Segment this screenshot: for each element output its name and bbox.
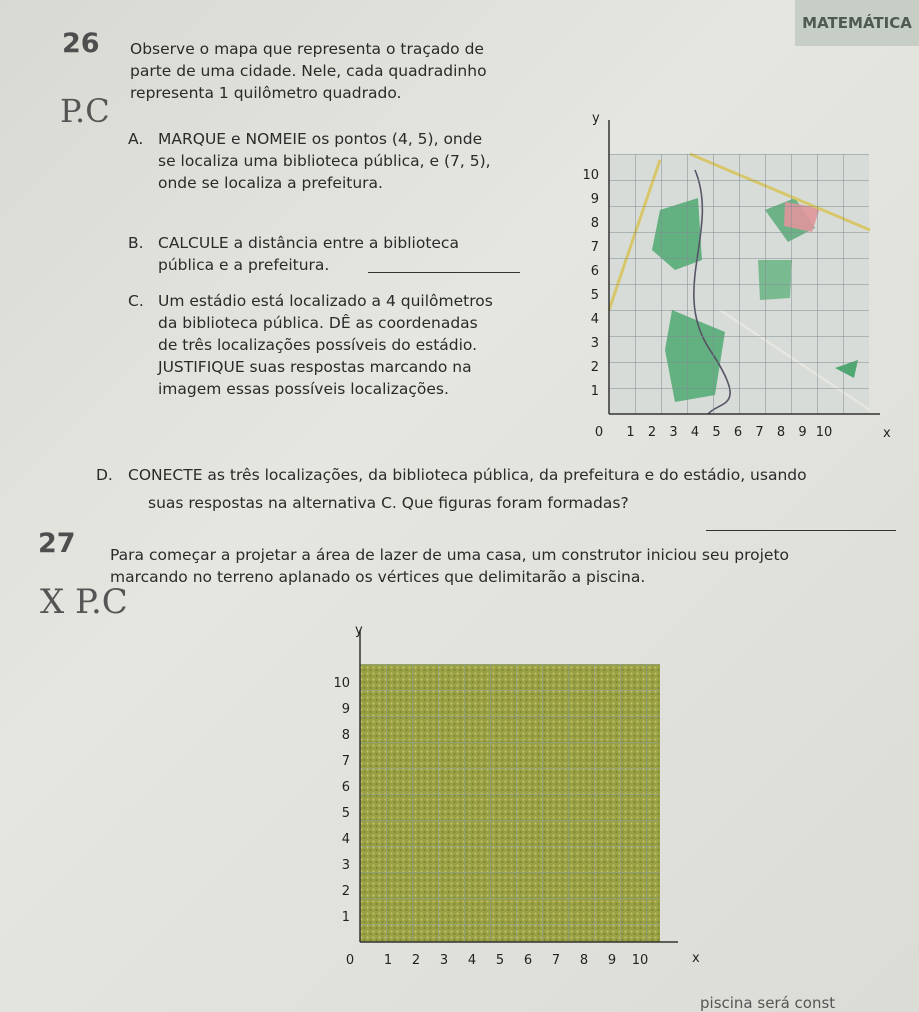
grid-x-tick: 1	[383, 953, 393, 968]
map-y-label: y	[592, 111, 600, 126]
handwritten-mark-27: X P.C	[40, 582, 128, 622]
map-x-tick: 10	[815, 425, 833, 440]
q26-c-line: imagem essas possíveis localizações.	[158, 380, 449, 398]
grid-y-tick: 1	[341, 910, 350, 925]
grid-x-tick: 9	[607, 953, 617, 968]
grid-x-tick: 7	[551, 953, 561, 968]
q26-a-line: se localiza uma biblioteca pública, e (7, 5),	[158, 152, 491, 170]
map-y-tick: 1	[590, 384, 599, 399]
q26-intro-line: parte de uma cidade. Nele, cada quadradinho	[130, 62, 487, 80]
subject-tab: MATEMÁTICA	[795, 0, 919, 46]
q26-a-line: MARQUE e NOMEIE os pontos (4, 5), onde	[158, 130, 483, 148]
q26-b-line: pública e a prefeitura.	[158, 256, 330, 274]
grid-y-tick: 8	[341, 728, 350, 743]
q26-d-letter: D.	[96, 466, 113, 484]
q27-text	[110, 544, 910, 588]
grid-x-tick: 5	[495, 953, 505, 968]
terrain-gridlines	[360, 664, 660, 942]
map-x-tick: 4	[690, 425, 700, 440]
city-map	[580, 110, 900, 440]
terrain-grid	[330, 612, 710, 976]
grid-x-tick: 10	[631, 953, 649, 968]
grid-x-tick: 8	[579, 953, 589, 968]
grid-x-tick: 0	[345, 953, 355, 968]
handwritten-mark-26: P.C	[60, 92, 110, 130]
q26-d-answer-line[interactable]	[706, 530, 896, 531]
q26-c-line: Um estádio está localizado a 4 quilômetros	[158, 292, 493, 310]
q26-c-letter: C.	[128, 292, 144, 310]
q26-d-text	[128, 464, 908, 514]
q26-intro	[130, 38, 550, 104]
map-x-tick: 6	[733, 425, 743, 440]
map-y-tick: 7	[590, 240, 599, 255]
map-y-tick: 5	[590, 288, 599, 303]
question-number-27: 27	[38, 528, 76, 559]
q26-b-line: CALCULE a distância entre a biblioteca	[158, 234, 459, 252]
grid-x-tick: 4	[467, 953, 477, 968]
map-x-tick: 0	[594, 425, 604, 440]
map-y-tick: 6	[590, 264, 599, 279]
map-x-tick: 8	[776, 425, 786, 440]
q26-c-line: JUSTIFIQUE suas respostas marcando na	[158, 358, 472, 376]
q26-intro-line: representa 1 quilômetro quadrado.	[130, 84, 402, 102]
grid-y-tick: 6	[341, 780, 350, 795]
grid-y-tick: 7	[341, 754, 350, 769]
q26-c-text	[158, 290, 558, 400]
grid-y-tick: 10	[333, 676, 350, 691]
grid-x-tick: 2	[411, 953, 421, 968]
q26-c-line: de três localizações possíveis do estádio.	[158, 336, 478, 354]
grid-x-label: x	[692, 951, 700, 966]
grid-y-tick: 4	[341, 832, 350, 847]
q26-c-line: da biblioteca pública. DÊ as coordenadas	[158, 314, 478, 332]
grid-x-tick: 3	[439, 953, 449, 968]
q26-a-letter: A.	[128, 130, 144, 148]
question-number-26: 26	[62, 28, 100, 59]
q26-a-line: onde se localiza a prefeitura.	[158, 174, 383, 192]
map-x-tick: 9	[798, 425, 807, 440]
q26-d-line: CONECTE as três localizações, da biblioteca pública, da prefeitura e do estádio, usando	[128, 466, 807, 484]
q27-line: Para começar a projetar a área de lazer de uma casa, um construtor iniciou seu projeto	[110, 546, 790, 564]
map-x-tick: 3	[669, 425, 678, 440]
map-x-tick: 2	[647, 425, 657, 440]
map-y-tick: 2	[590, 360, 599, 375]
q26-d-line: suas respostas na alternativa C. Que figuras foram formadas?	[148, 494, 629, 512]
q27-line: marcando no terreno aplanado os vértices que delimitarão a piscina.	[110, 568, 646, 586]
grid-y-tick: 9	[341, 702, 350, 717]
map-grid	[609, 154, 869, 414]
map-y-tick: 3	[590, 336, 599, 351]
map-y-tick: 9	[590, 192, 599, 207]
q26-intro-line: Observe o mapa que representa o traçado de	[130, 40, 484, 58]
map-y-tick: 4	[590, 312, 599, 327]
grid-y-tick: 5	[341, 806, 350, 821]
map-y-tick: 10	[582, 168, 599, 183]
q26-a-text	[158, 128, 558, 194]
map-x-tick: 1	[626, 425, 635, 440]
map-x-label: x	[883, 426, 891, 440]
q26-b-answer-line[interactable]	[368, 272, 520, 273]
grid-y-tick: 2	[341, 884, 350, 899]
grid-y-label: y	[355, 623, 363, 638]
grid-x-tick: 6	[523, 953, 533, 968]
grid-y-tick: 3	[341, 858, 350, 873]
map-x-tick: 7	[755, 425, 764, 440]
footer-fragment: piscina será const	[700, 994, 836, 1012]
map-x-tick: 5	[712, 425, 721, 440]
q26-b-letter: B.	[128, 234, 144, 252]
map-y-tick: 8	[590, 216, 599, 231]
q26-b-text	[158, 232, 558, 276]
